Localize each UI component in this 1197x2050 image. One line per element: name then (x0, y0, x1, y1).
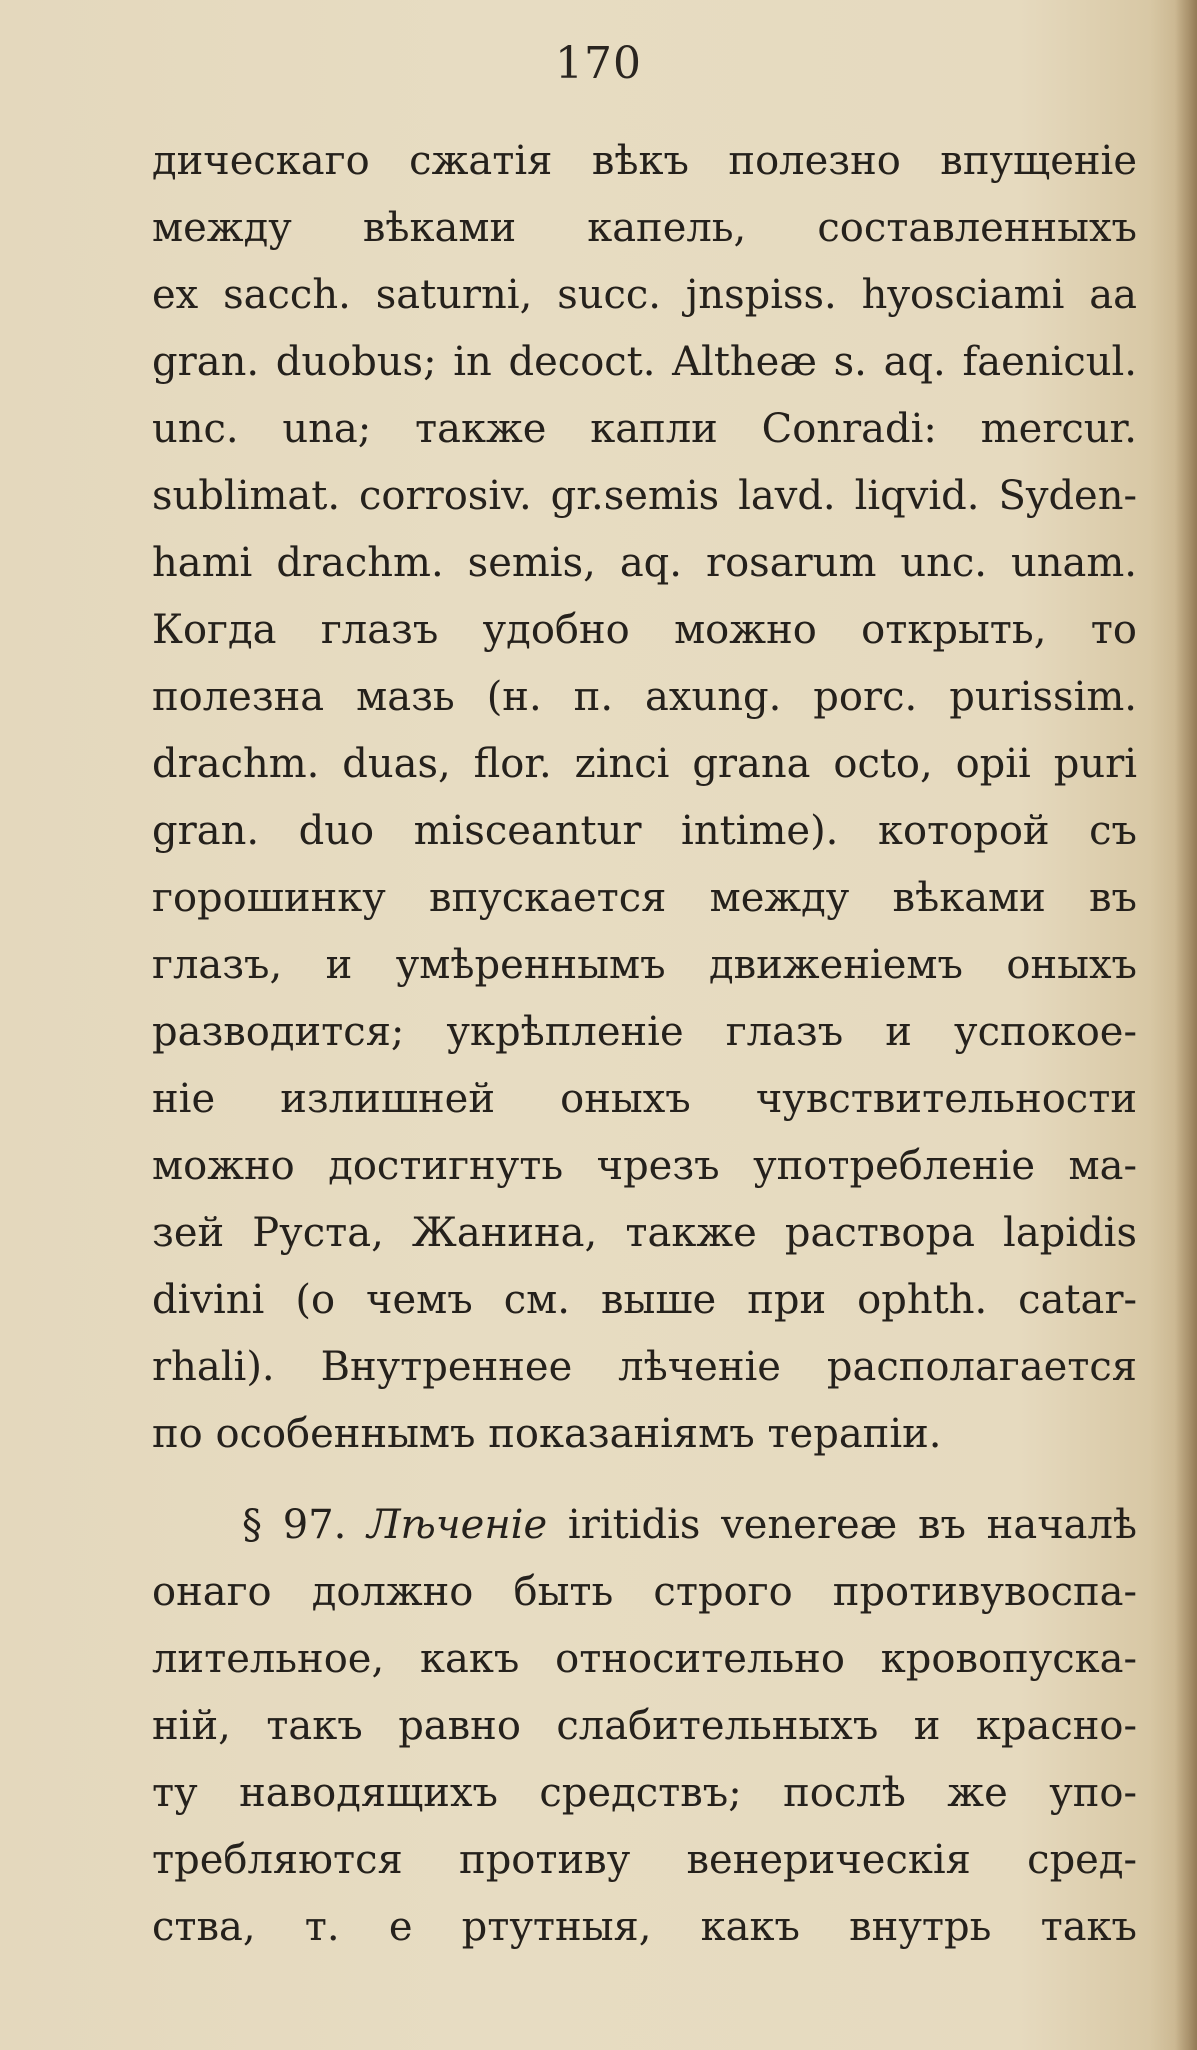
text-line: по особеннымъ показаніямъ терапіи. (152, 1411, 942, 1457)
text-line: дическаго сжатія вѣкъ полезно впущеніе (152, 138, 1137, 184)
section-first-line-text: iritidis venereæ въ началѣ (567, 1502, 1137, 1548)
section-heading-word: Лѣченіе (367, 1502, 548, 1548)
text-line: ex sacch. saturni, succ. jnspiss. hyosciami aa (152, 272, 1137, 318)
text-line: rhali). Внутреннее лѣченіе располагается (152, 1344, 1137, 1390)
text-line: Когда глазъ удобно можно открыть, то (152, 607, 1137, 653)
text-line: полезна мазь (н. п. axung. porc. purissim. (152, 674, 1137, 720)
text-line: gran. duo misceantur intime). которой съ (152, 808, 1137, 854)
text-line: разводится; укрѣпленіе глазъ и успокое- (152, 1009, 1137, 1055)
page-edge-shadow (1175, 0, 1197, 2050)
text-line: hami drachm. semis, aq. rosarum unc. unam. (152, 540, 1137, 586)
text-line: ній, такъ равно слабительныхъ и красно- (152, 1703, 1137, 1749)
text-line: лительное, какъ относительно кровопуска- (152, 1636, 1137, 1682)
text-line: требляются противу венерическія сред- (152, 1837, 1137, 1883)
text-line: ства, т. е ртутныя, какъ внутрь такъ (152, 1904, 1137, 1950)
text-line: drachm. duas, flor. zinci grana octo, opii puri (152, 741, 1137, 787)
paragraph-gap (152, 1468, 1137, 1492)
text-line: unc. una; также капли Conradi: mercur. (152, 406, 1137, 452)
page-number: 170 (555, 38, 642, 89)
text-line: divini (о чемъ см. выше при ophth. catar- (152, 1277, 1137, 1323)
section-mark: § 97. (242, 1502, 347, 1548)
text-line: зей Руста, Жанина, также раствора lapidis (152, 1210, 1137, 1256)
section-first-line (152, 1492, 1137, 1559)
text-line: между вѣками капель, составленныхъ (152, 205, 1137, 251)
text-line: sublimat. corrosiv. gr.semis lavd. liqvid. Syden- (152, 473, 1137, 519)
text-line: ніе излишней оныхъ чувствительности (152, 1076, 1137, 1122)
text-line: ту наводящихъ средствъ; послѣ же упо- (152, 1770, 1137, 1816)
body-text (152, 128, 1137, 1961)
text-line: глазъ, и умѣреннымъ движеніемъ оныхъ (152, 942, 1137, 988)
text-line: онаго должно быть строго противувоспа- (152, 1569, 1137, 1615)
text-line: можно достигнуть чрезъ употребленіе ма- (152, 1143, 1137, 1189)
text-line: gran. duobus; in decoct. Altheæ s. aq. faenicul. (152, 339, 1137, 385)
text-line: горошинку впускается между вѣками въ (152, 875, 1137, 921)
